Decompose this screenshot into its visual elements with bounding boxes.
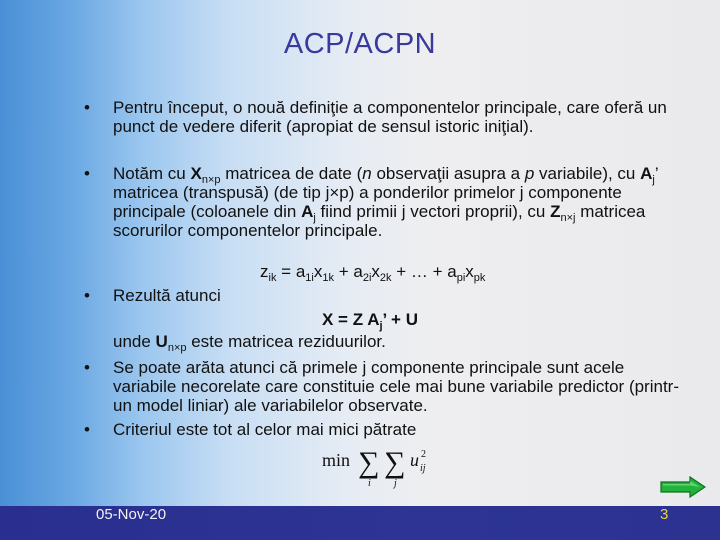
sum-j-symbol: ∑ [384, 446, 406, 479]
sum-i-index: i [368, 478, 371, 489]
paragraph-criterion: Criteriul este tot al celor mai mici pătrate [113, 420, 417, 439]
u-subscript: ij [420, 463, 426, 474]
sum-i-symbol: ∑ [358, 446, 380, 479]
residuals-line: unde $U_{n\times p}$ este matricea reziduurilor. [113, 332, 386, 354]
paragraph-intro: Pentru început, o nouă definiţie a componentelor principale, care oferă un punct de vedere diferit (apropiat de sensul istoric iniţial). [113, 98, 667, 136]
decomposition-formula: X = Z $A_j$’ + U [322, 310, 418, 332]
bullet-5: • [84, 420, 90, 439]
footer-date: 05-Nov-20 [96, 506, 167, 523]
bullet-4: • [84, 358, 90, 377]
paragraph-predictor: Se poate arăta atunci că primele j componente principale sunt acele variabile necorelate care constituie cele mai bune variabile predictor (printr-un model liniar) ale variabilelor observate. [113, 358, 679, 415]
min-operator: min [322, 450, 351, 470]
u-variable: u [410, 450, 419, 470]
slide-title: ACP/ACPN [283, 28, 437, 60]
paragraph-result: Rezultă atunci [113, 286, 221, 305]
least-squares-formula [320, 442, 435, 490]
paragraph-notation: Notăm cu $X_{n\times p}$ matricea de date (n observaţii asupra a p variabile), cu $A_j$’ matricea (transpusă) (de tip j×p) a ponderilor primelor j componente principale (coloanele din $A_j$ fiind primii j vectori proprii), cu $Z_{n\times j}$ matricea scorurilor componentelor principale. [113, 164, 658, 240]
page-number: 3 [660, 506, 669, 523]
score-formula: $z_{ik} = a_{1i}x_{1k} + a_{2i}x_{2k}$ + … + $a_{pi}x_{pk}$ [260, 262, 486, 284]
sum-j-index: j [394, 478, 397, 489]
arrow-right-icon[interactable] [660, 476, 706, 498]
bullet-3: • [84, 286, 90, 305]
bullet-1: • [84, 98, 90, 117]
u-superscript: 2 [421, 449, 426, 460]
bullet-2: • [84, 164, 90, 183]
